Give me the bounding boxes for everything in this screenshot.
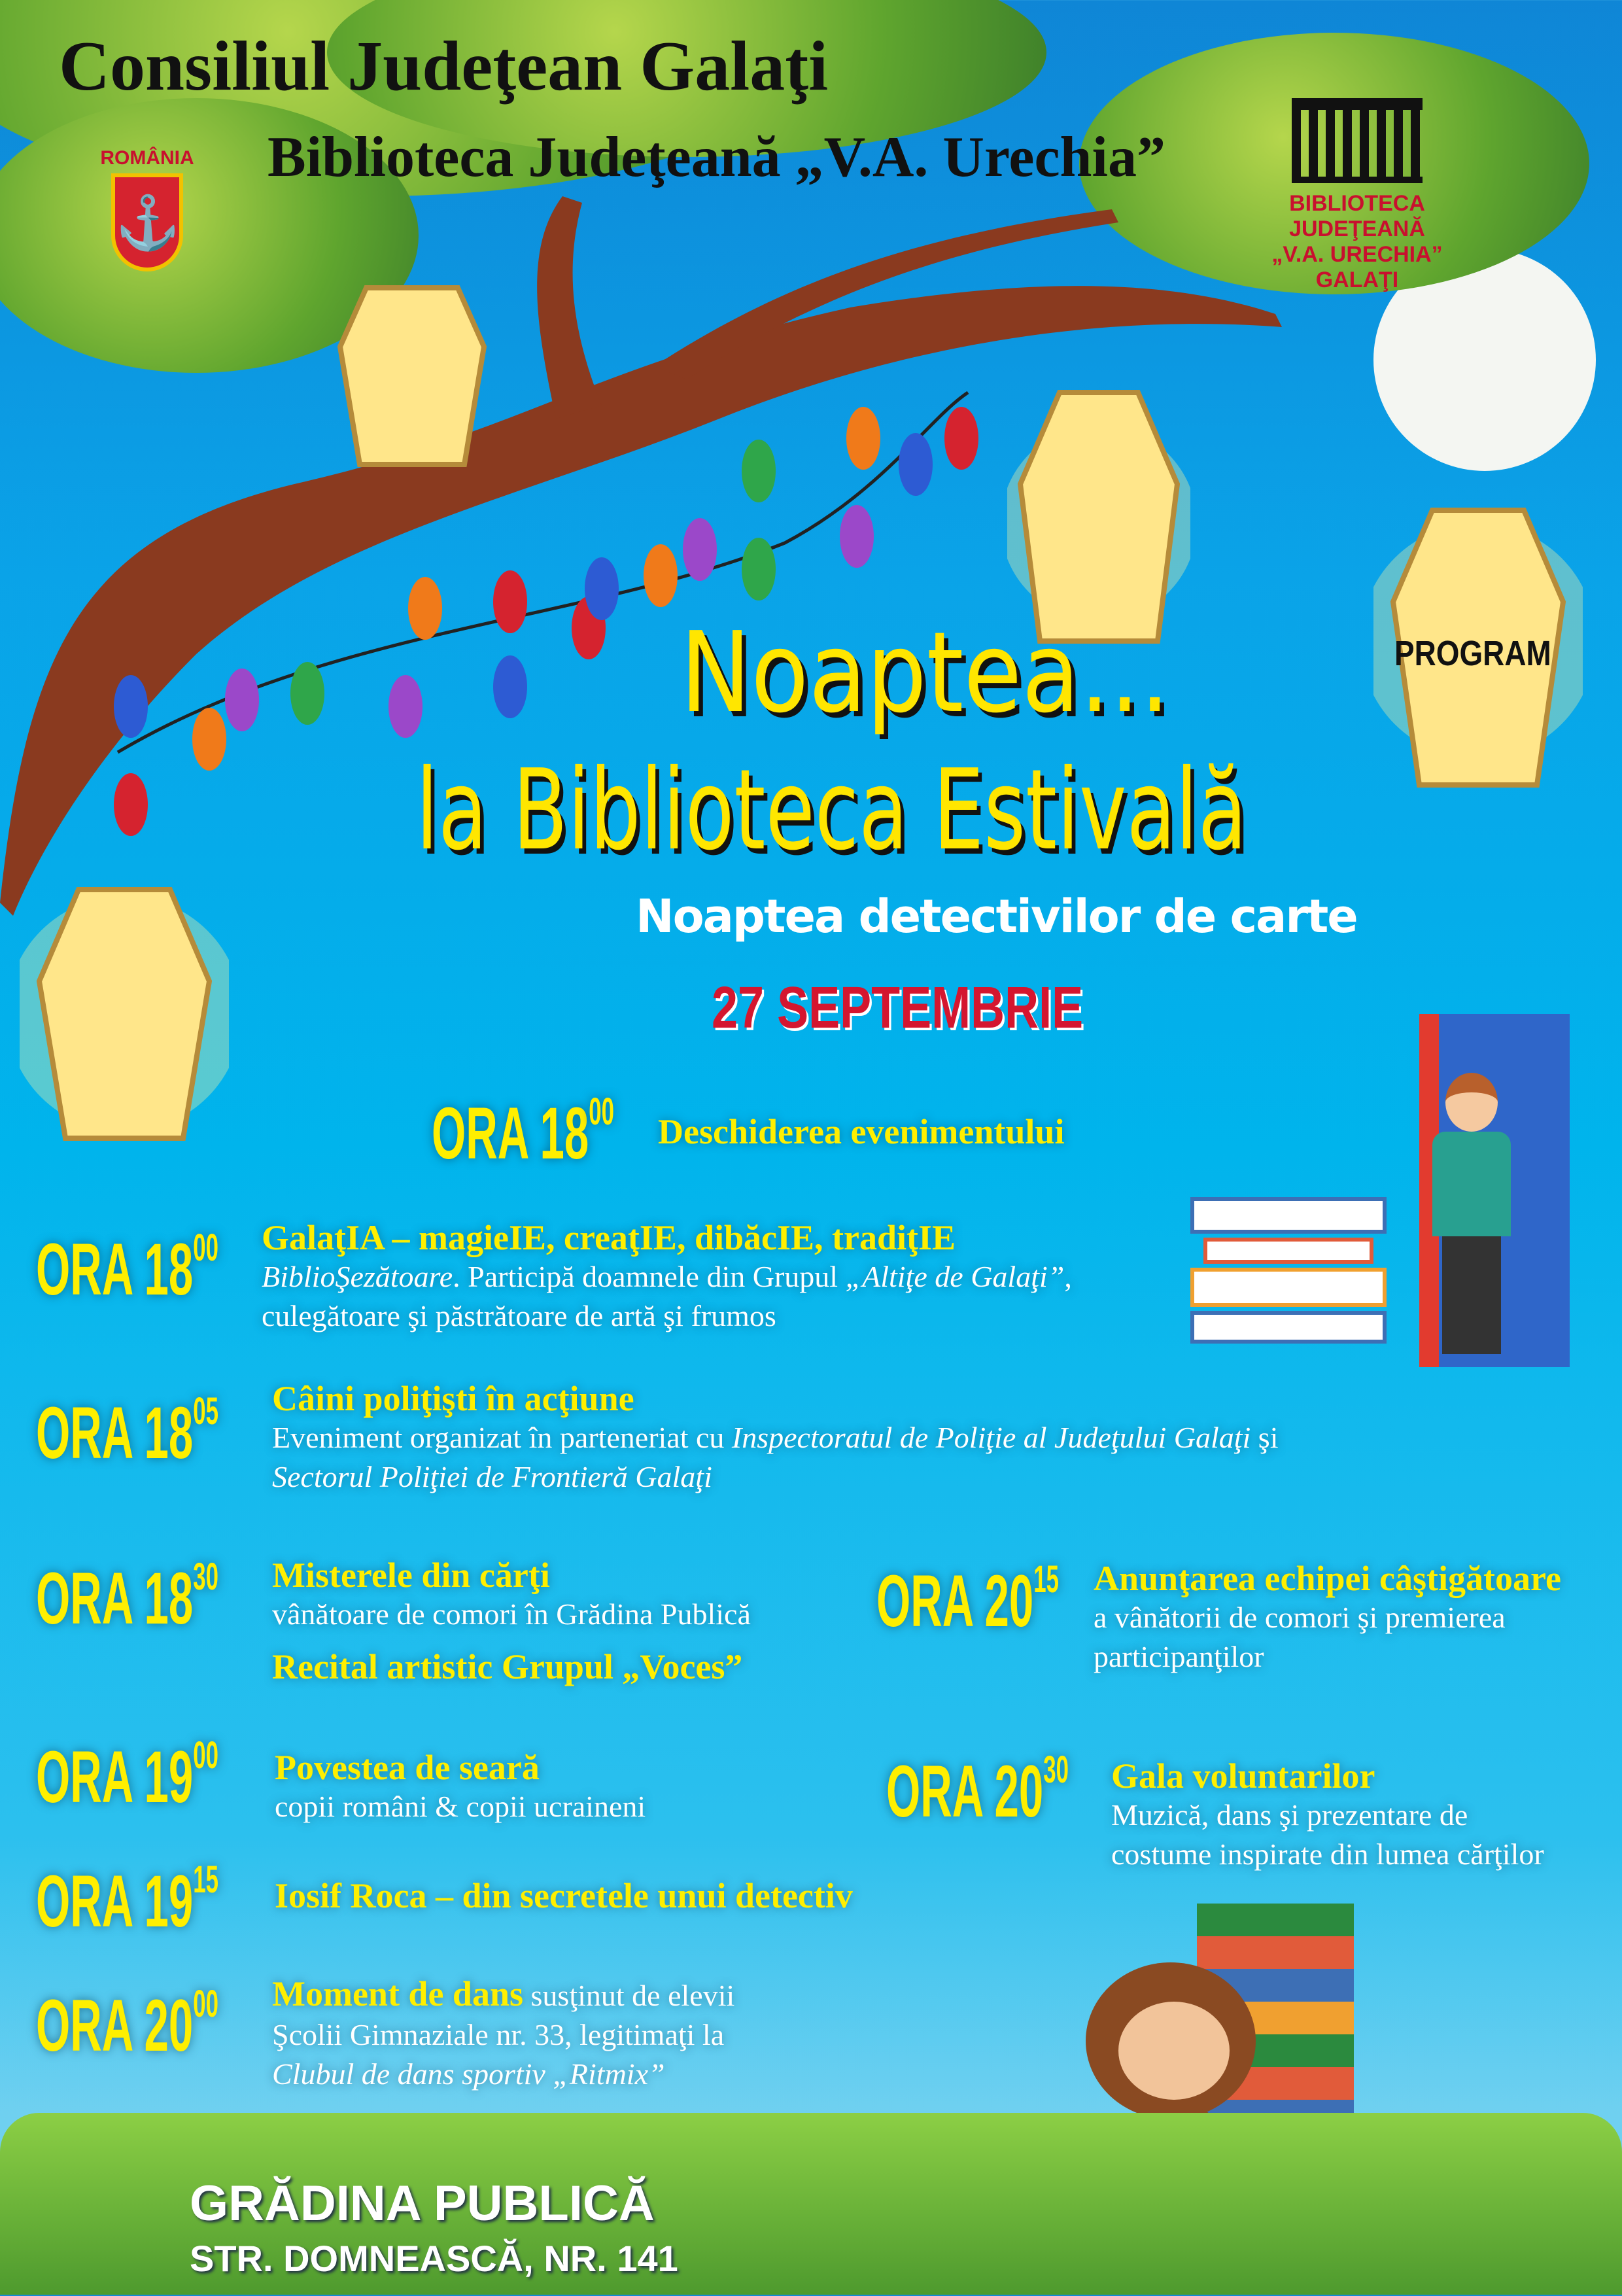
schedule-item: Povestea de seară copii români & copii ucraineni xyxy=(275,1748,646,1823)
schedule-item xyxy=(658,1112,1064,1153)
time-label: ORA $18^{05}$ xyxy=(36,1390,218,1474)
schedule-item: Moment de dans susţinut de elevii Şcolii Gimnaziale nr. 33, legitimaţi la Clubul de dans sportiv „Ritmix” xyxy=(272,1974,735,2091)
title-line1: Noaptea... xyxy=(680,608,1170,738)
event-title: Deschiderea evenimentului xyxy=(658,1112,1065,1151)
venue-name: GRĂDINA PUBLICĂ xyxy=(190,2176,655,2231)
subtitle: Noaptea detectivilor de carte xyxy=(636,890,1357,943)
logo-text: „V.A. URECHIA” GALAŢI xyxy=(1271,242,1443,292)
event-date: 27 SEPTEMBRIE xyxy=(712,975,1084,1041)
library-name: Biblioteca Judeţeană „V.A. Urechia” xyxy=(267,126,1165,189)
event-title: Povestea de seară xyxy=(275,1748,540,1787)
coat-of-arms-icon: ⚓ xyxy=(111,173,183,271)
event-title: GalaţIA – magieIE, creaţIE, dibăcIE, tradiţIE xyxy=(262,1218,956,1257)
venue-address: STR. DOMNEASCĂ, NR. 141 xyxy=(190,2238,678,2279)
lantern-icon xyxy=(20,850,229,1164)
event-title: Câini poliţişti în acţiune xyxy=(272,1379,634,1418)
program-label: PROGRAM xyxy=(1394,634,1551,673)
schedule-item: Anunţarea echipei câştigătoare a vânătorii de comori şi premierea participanţilor xyxy=(1094,1559,1561,1673)
event-title: Moment de dans xyxy=(272,1974,524,2013)
library-logo xyxy=(1249,98,1465,293)
building-icon xyxy=(1292,98,1423,183)
council-name: Consiliul Judeţean Galaţi xyxy=(59,27,829,105)
lantern-icon xyxy=(327,275,497,471)
time-label: ORA $20^{30}$ xyxy=(886,1748,1069,1832)
schedule-item: Gala voluntarilor Muzică, dans şi prezentare de costume inspirate din lumea cărţilor xyxy=(1111,1756,1544,1871)
time-label: ORA $18^{00}$ xyxy=(432,1090,614,1174)
event-title: Gala voluntarilor xyxy=(1111,1756,1375,1796)
time-label: ORA $20^{15}$ xyxy=(876,1558,1059,1642)
schedule-item: Misterele din cărţi vânătoare de comori în Grădina Publică Recital artistic Grupul „Voces” xyxy=(272,1556,751,1686)
books-stack-illustration xyxy=(1190,1197,1387,1344)
event-title: Misterele din cărţi xyxy=(272,1556,550,1595)
schedule-item: Câini poliţişti în acţiune Eveniment organizat în parteneriat cu Inspectoratul de Poliţie al Judeţului Galaţi şi Sectorul Poliţiei de Frontieră Galaţi xyxy=(272,1379,1279,1493)
logo-text: ROMÂNIA xyxy=(100,147,194,169)
logo-text: BIBLIOTECA JUDEŢEANĂ xyxy=(1289,191,1425,241)
event-title: Iosif Roca – din secretele unui detectiv xyxy=(275,1876,853,1915)
time-label: ORA $18^{30}$ xyxy=(36,1556,218,1639)
event-title: Recital artistic Grupul „Voces” xyxy=(272,1647,743,1686)
boy-illustration xyxy=(1432,1073,1511,1367)
schedule-item: GalaţIA – magieIE, creaţIE, dibăcIE, tradiţIE BiblioŞezătoare. Participă doamnele din Grupul „Altiţe de Galaţi”, culegătoare şi păstrătoare de artă şi frumos xyxy=(262,1218,1072,1332)
title-line2: la Biblioteca Estivală xyxy=(416,746,1247,875)
time-label: ORA $20^{00}$ xyxy=(36,1983,218,2066)
schedule-item xyxy=(275,1876,853,1915)
romania-logo xyxy=(85,147,209,275)
time-label: ORA $19^{15}$ xyxy=(36,1858,218,1942)
event-title: Anunţarea echipei câştigătoare xyxy=(1094,1559,1561,1598)
time-label: ORA $18^{00}$ xyxy=(36,1226,218,1310)
time-label: ORA $19^{00}$ xyxy=(36,1734,218,1818)
